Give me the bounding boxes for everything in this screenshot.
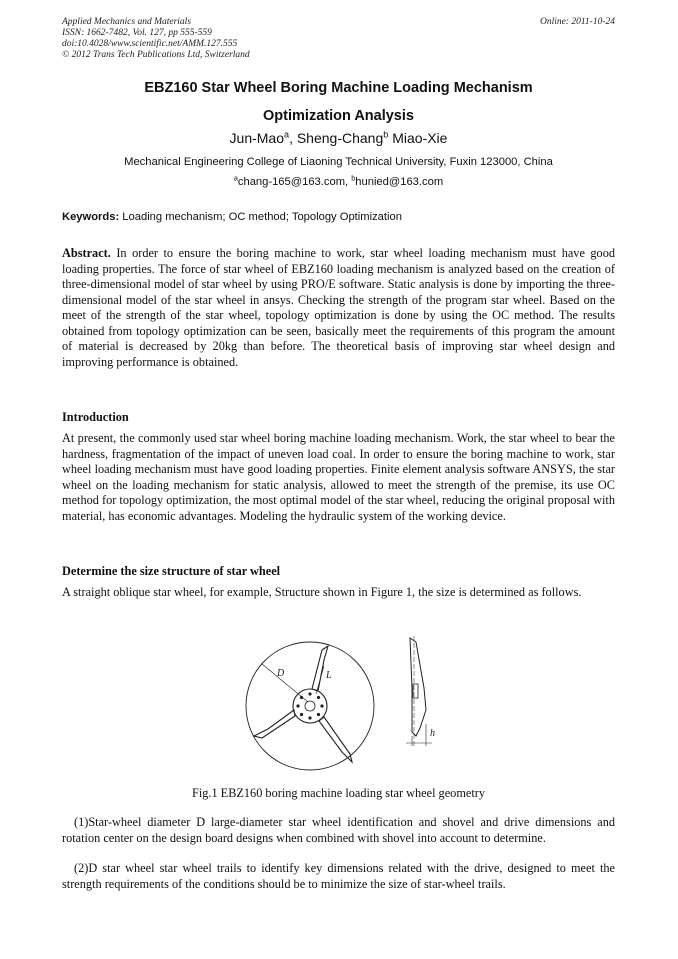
copyright: © 2012 Trans Tech Publications Ltd, Switzerland: [62, 50, 250, 60]
email-1: chang-165@163.com,: [237, 176, 352, 188]
author-list: [62, 130, 615, 146]
star-wheel-figure: [240, 628, 440, 788]
introduction-heading: Introduction: [62, 410, 129, 424]
size-section-heading: Determine the size structure of star wheel: [62, 564, 281, 578]
list-item: (2)D star wheel star wheel trails to identify key dimensions related with the drive, designed to meet the strength requirements of the conditions should be to minimize the size of star-wheel trails.: [62, 861, 615, 891]
star-arm-left: [254, 710, 295, 738]
figure-caption: Fig.1 EBZ160 boring machine loading star wheel geometry: [191, 786, 485, 800]
email-2: hunied@163.com: [355, 176, 444, 188]
author-2: Sheng-Chang: [296, 130, 384, 146]
dimension-line-D: [262, 664, 308, 702]
list-item: (1)Star-wheel diameter D large-diameter star wheel identification and shovel and drive dimensions and rotation center on the design board designs when combined with shovel into account to determine.: [62, 815, 615, 845]
paper-title-line-1: EBZ160 Star Wheel Boring Machine Loading Mechanism: [144, 80, 533, 96]
issn: ISSN: 1662-7482, Vol. 127, pp 555-559: [62, 28, 212, 38]
online-date: Online: 2011-10-24: [539, 17, 615, 27]
journal-name: Applied Mechanics and Materials: [62, 17, 192, 27]
doi: doi:10.4028/www.scientific.net/AMM.127.555: [62, 39, 238, 49]
abstract-label: Abstract.: [62, 246, 111, 260]
email-1-sup: a: [233, 173, 238, 183]
author-1-sup: a: [284, 129, 290, 140]
bolt-holes: [296, 692, 323, 719]
label-D: D: [277, 668, 285, 679]
star-arm-top: [312, 646, 328, 691]
keywords-label: Keywords:: [62, 211, 120, 223]
author-3: Miao-Xie: [388, 130, 448, 146]
abstract: [62, 246, 615, 370]
abstract-text: In order to ensure the boring machine to work, star wheel loading mechanism must have good loading properties. The force of star wheel of EBZ160 loading mechanism is analyzed based on the creation of three-dimensional model of star wheel by using PRO/E software. Static analysis is done by importing the three-dimensional model of the star wheel in ansys. Checking the strength of the program star wheel. Based on the meet of the strength of the star wheel, topology optimization is done by using the OC method. The results obtained from topology optimization can be seen, basically meet the requirements of this program the amount of material is decreased by 20kg than before. The theoretical basis of improving star wheel design and improving performance is obtained.: [62, 246, 615, 369]
keywords-text: Loading mechanism; OC method; Topology Optimization: [119, 211, 402, 223]
journal-header: [62, 17, 615, 61]
author-2-sup: b: [383, 129, 389, 140]
author-separator: ,: [289, 130, 297, 146]
label-h: h: [430, 728, 435, 739]
author-1: Jun-Mao: [229, 130, 284, 146]
label-L: L: [326, 670, 332, 681]
email-2-sup: b: [351, 173, 356, 183]
keywords: [62, 211, 615, 223]
author-emails: [62, 173, 615, 188]
size-section-text: A straight oblique star wheel, for example, Structure shown in Figure 1, the size is determined as follows.: [62, 585, 582, 599]
affiliation: Mechanical Engineering College of Liaoning Technical University, Fuxin 123000, China: [124, 156, 553, 168]
introduction-text: At present, the commonly used star wheel boring machine loading mechanism. Work, the star wheel to bear the hardness, fragmentation of the impact of uneven load coal. In order to ensure the boring machine to work, star wheel loading mechanism must have good loading properties. Finite element analysis software ANSYS, the star wheel on the loading mechanism for static analysis, allowed to meet the strength of the premise, its use OC method for topology optimization, the most optimal model of the star wheel, reducing the original proposal with material, has economic advantages. Modeling the hydraulic system of the working device.: [62, 431, 615, 523]
star-arm-right: [319, 717, 352, 762]
paper-title-line-2: Optimization Analysis: [263, 108, 414, 124]
outer-circle: [246, 642, 374, 770]
hub-center: [305, 701, 315, 711]
